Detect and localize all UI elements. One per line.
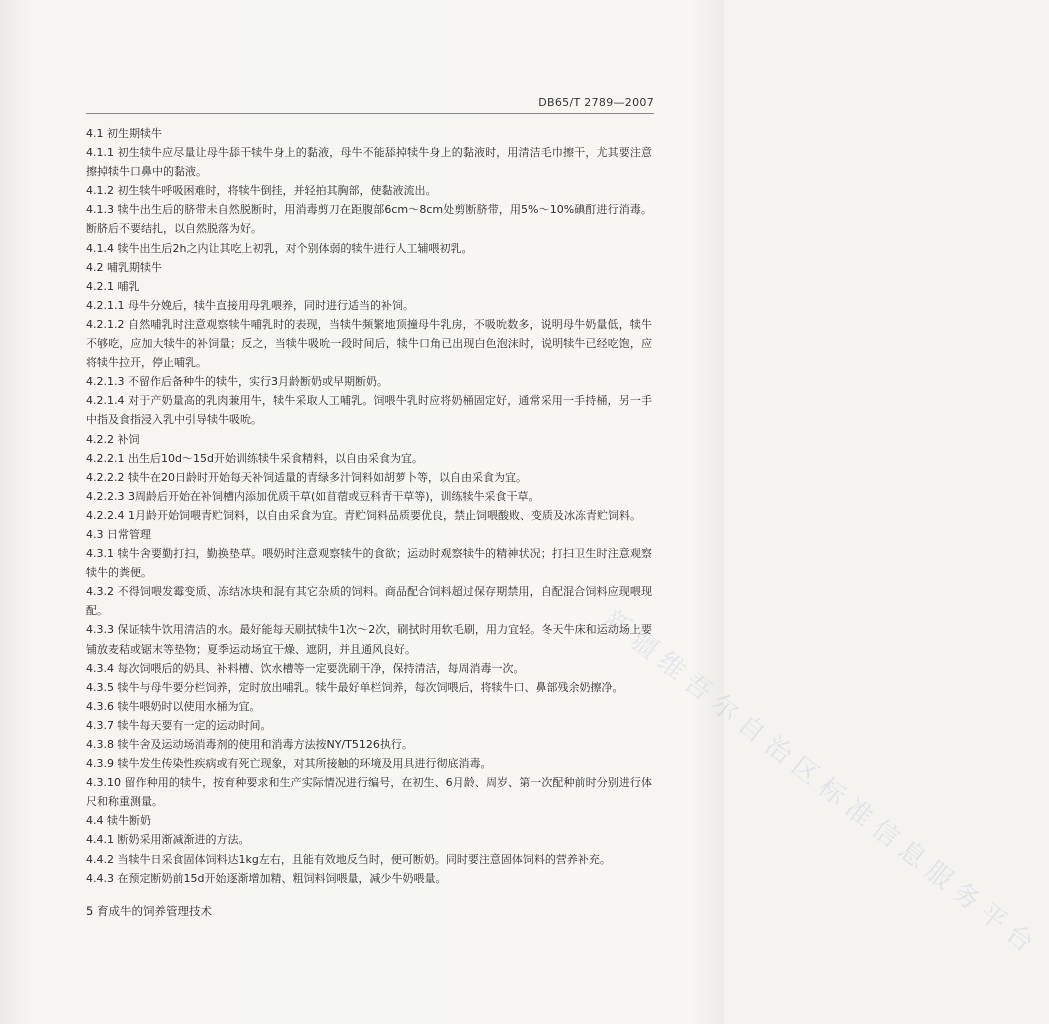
subsection-heading: 4.2.2 补饲 [86, 432, 140, 446]
paragraph: 4.2.2.2 犊牛在20日龄时开始每天补饲适量的青绿多汁饲料如胡萝卜等，以自由采食为宜。 [86, 470, 527, 484]
paragraph: 4.2.2.1 出生后10d～15d开始训练犊牛采食精料，以自由采食为宜。 [86, 451, 423, 465]
chapter-heading: 5 育成牛的饲养管理技术 [86, 903, 212, 918]
standard-code: DB65/T 2789—2007 [538, 96, 654, 109]
document-body [86, 124, 652, 921]
paragraph: 4.3.10 留作种用的犊牛，按育种要求和生产实际情况进行编号，在初生、6月龄、周岁、第一次配种前时分别进行体尺和称重测量。 [86, 776, 652, 809]
watermark: 新疆维吾尔自治区标准信息服务平台 [597, 604, 1045, 964]
section-heading: 4.2 哺乳期犊牛 [86, 260, 162, 274]
paragraph: 4.1.2 初生犊牛呼吸困难时，将犊牛倒挂，并轻拍其胸部，使黏液流出。 [86, 184, 437, 198]
paragraph: 4.2.1.4 对于产奶量高的乳肉兼用牛，犊牛采取人工哺乳。饲喂牛乳时应将奶桶固定好，通常采用一手持桶，另一手中指及食指浸入乳中引导犊牛吸吮。 [86, 394, 652, 427]
paragraph: 4.2.2.4 1月龄开始饲喂青贮饲料，以自由采食为宜。青贮饲料品质要优良，禁止饲喂酸败、变质及冰冻青贮饲料。 [86, 508, 641, 522]
paragraph: 4.3.9 犊牛发生传染性疾病或有死亡现象，对其所接触的环境及用具进行彻底消毒。 [86, 757, 492, 771]
paragraph: 4.3.3 保证犊牛饮用清洁的水。最好能每天刷拭犊牛1次～2次，刷拭时用软毛刷，用力宜轻。冬天牛床和运动场上要铺放麦秸或锯末等垫物；夏季运动场宜干燥、遮阴，并且通风良好。 [86, 623, 652, 656]
paragraph: 4.3.8 犊牛舍及运动场消毒剂的使用和消毒方法按NY/T5126执行。 [86, 738, 413, 751]
header-divider [86, 113, 654, 114]
paragraph: 4.2.1.2 自然哺乳时注意观察犊牛哺乳时的表现，当犊牛频繁地顶撞母牛乳房，不吸吮数多，说明母牛奶量低，犊牛不够吃，应加大犊牛的补饲量；反之，当犊牛吸吮一段时间后，犊牛口角已出现白色泡沫时，说明犊牛已经吃饱，应将犊牛拉开，停止哺乳。 [86, 317, 652, 370]
subsection-heading: 4.2.1 哺乳 [86, 279, 140, 293]
section-heading: 4.1 初生期犊牛 [86, 127, 162, 140]
paragraph: 4.3.7 犊牛每天要有一定的运动时间。 [86, 718, 272, 732]
paragraph: 4.4.2 当犊牛日采食固体饲料达1kg左右，且能有效地反刍时，便可断奶。同时要注意固体饲料的营养补充。 [86, 852, 611, 866]
section-heading: 4.4 犊牛断奶 [86, 814, 151, 828]
paragraph: 4.3.6 犊牛喂奶时以使用水桶为宜。 [86, 699, 261, 713]
paragraph: 4.4.1 断奶采用渐减渐进的方法。 [86, 833, 250, 847]
paragraph: 4.3.1 犊牛舍要勤打扫，勤换垫草。喂奶时注意观察犊牛的食欲；运动时观察犊牛的精神状况；打扫卫生时注意观察犊牛的粪便。 [86, 547, 652, 580]
paragraph: 4.1.4 犊牛出生后2h之内让其吃上初乳，对个别体弱的犊牛进行人工辅喂初乳。 [86, 241, 473, 255]
paragraph: 4.4.3 在预定断奶前15d开始逐渐增加精、粗饲料饲喂量，减少牛奶喂量。 [86, 871, 447, 885]
paragraph: 4.2.1.3 不留作后备种牛的犊牛，实行3月龄断奶或早期断奶。 [86, 375, 388, 389]
section-heading: 4.3 日常管理 [86, 527, 151, 541]
paragraph: 4.3.2 不得饲喂发霉变质、冻结冰块和混有其它杂质的饲料。商品配合饲料超过保存期禁用，自配混合饲料应现喂现配。 [86, 585, 652, 618]
paragraph: 4.3.4 每次饲喂后的奶具、补料槽、饮水槽等一定要洗刷干净，保持清洁，每周消毒一次。 [86, 661, 525, 675]
paragraph: 4.1.1 初生犊牛应尽量让母牛舔干犊牛身上的黏液，母牛不能舔掉犊牛身上的黏液时，用清洁毛巾擦干，尤其要注意擦掉犊牛口鼻中的黏液。 [86, 146, 652, 179]
paragraph: 4.3.5 犊牛与母牛要分栏饲养，定时放出哺乳。犊牛最好单栏饲养，每次饲喂后，将犊牛口、鼻部残余奶擦净。 [86, 680, 624, 694]
paragraph: 4.1.3 犊牛出生后的脐带未自然脱断时，用消毒剪刀在距腹部6cm～8cm处剪断脐带，用5%～10%碘酊进行消毒。断脐后不要结扎，以自然脱落为好。 [86, 203, 652, 236]
paragraph: 4.2.2.3 3周龄后开始在补饲槽内添加优质干草(如苜蓿或豆科青干草等)，训练犊牛采食干草。 [86, 489, 540, 503]
paragraph: 4.2.1.1 母牛分娩后，犊牛直接用母乳喂养，同时进行适当的补饲。 [86, 298, 414, 312]
